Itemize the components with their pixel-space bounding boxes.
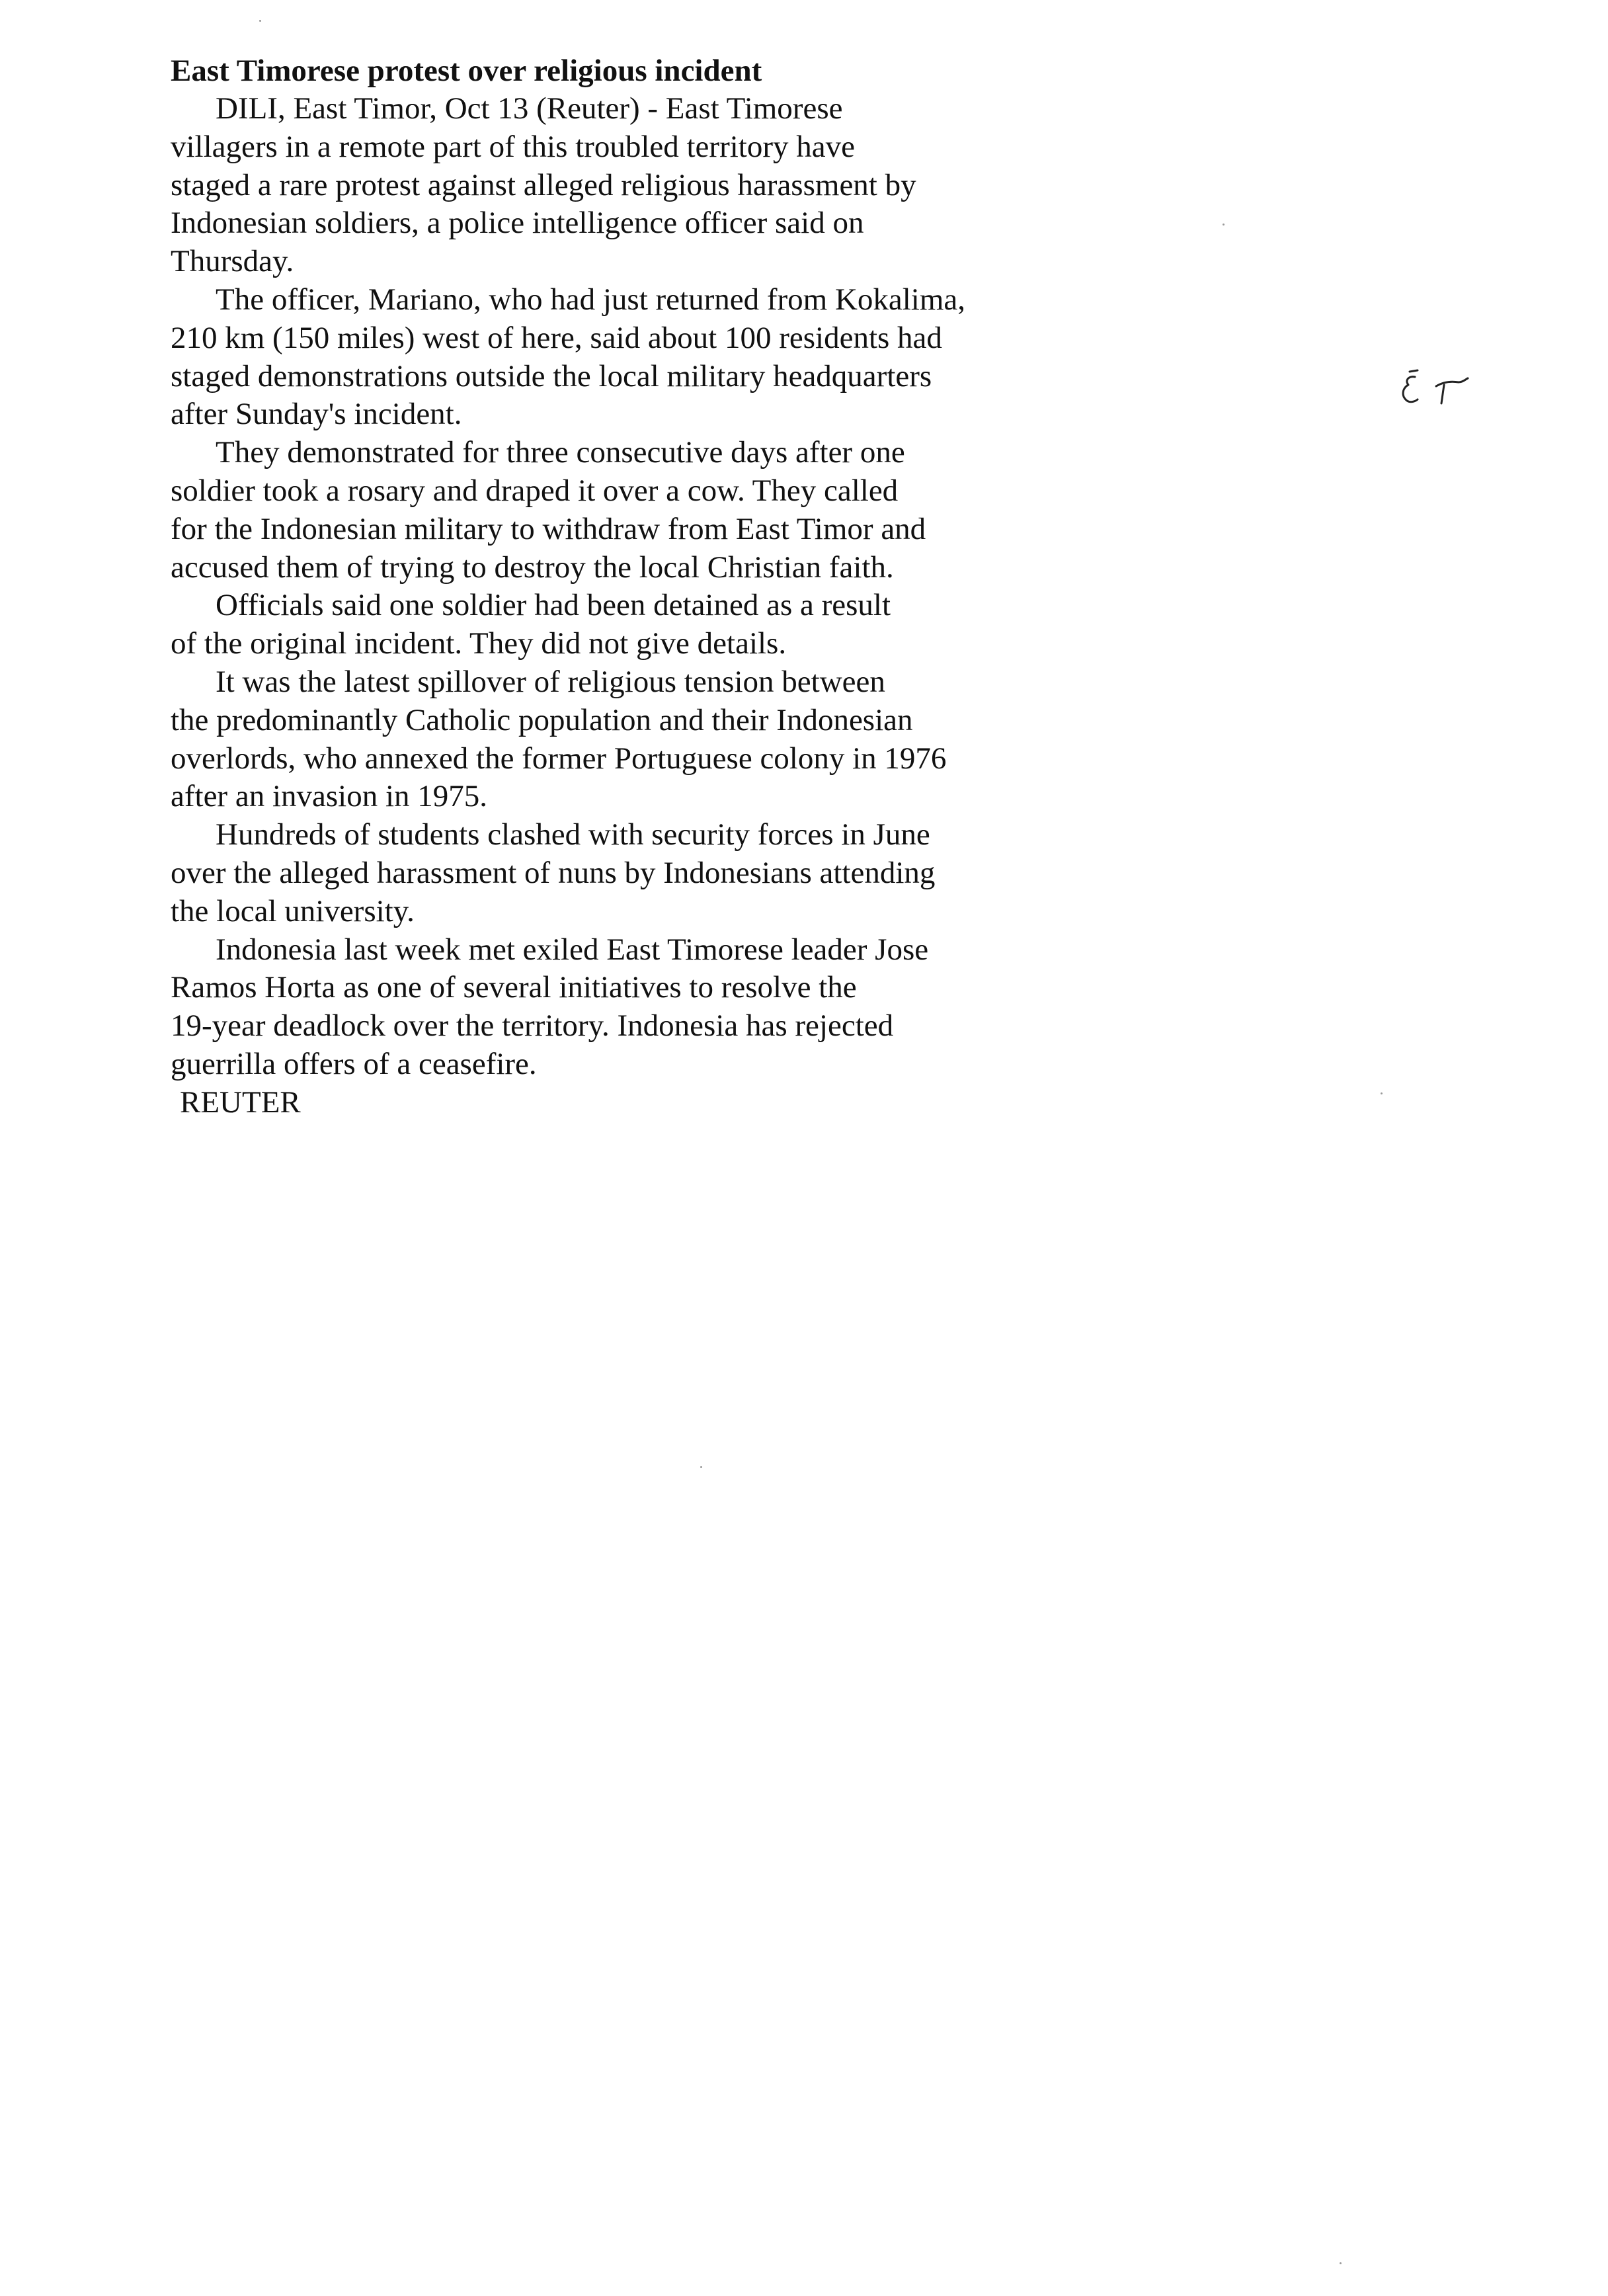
- news-article: [171, 52, 1083, 1122]
- article-line: 210 km (150 miles) west of here, said about 100 residents had: [171, 320, 942, 355]
- article-line: 19-year deadlock over the territory. Indonesia has rejected: [171, 1008, 894, 1044]
- article-line: overlords, who annexed the former Portuguese colony in 1976: [171, 741, 947, 776]
- article-paragraph: [171, 434, 1083, 587]
- article-line: soldier took a rosary and draped it over a cow. They called: [171, 473, 899, 508]
- article-line: after Sunday's incident.: [171, 397, 462, 432]
- article-line: Thursday.: [171, 244, 294, 279]
- scan-speck: [700, 1466, 702, 1468]
- article-line: Hundreds of students clashed with security forces in June: [216, 817, 930, 852]
- article-line: Officials said one soldier had been detained as a result: [216, 588, 891, 623]
- article-line: Ramos Horta as one of several initiatives to resolve the: [171, 970, 857, 1005]
- article-paragraph: [171, 663, 1083, 816]
- article-line: of the original incident. They did not give details.: [171, 626, 787, 661]
- article-line: staged demonstrations outside the local military headquarters: [171, 358, 932, 393]
- scan-speck: [259, 20, 261, 22]
- article-line: over the alleged harassment of nuns by Indonesians attending: [171, 855, 936, 890]
- scan-speck: [1340, 2262, 1342, 2264]
- article-paragraph: [171, 281, 1083, 434]
- article-line: Indonesian soldiers, a police intelligence officer said on: [171, 206, 864, 241]
- article-line: They demonstrated for three consecutive days after one: [216, 435, 905, 470]
- article-line: villagers in a remote part of this troubled territory have: [171, 129, 855, 164]
- article-headline: East Timorese protest over religious incident: [171, 54, 762, 88]
- article-paragraph: [171, 931, 1083, 1084]
- article-line: the local university.: [171, 893, 415, 928]
- scan-speck: [1381, 1092, 1383, 1094]
- article-signoff: REUTER: [180, 1085, 301, 1120]
- article-line: for the Indonesian military to withdraw from East Timor and: [171, 511, 926, 546]
- article-line: The officer, Mariano, who had just returned from Kokalima,: [216, 282, 966, 317]
- article-paragraph: [171, 587, 1083, 663]
- article-line: accused them of trying to destroy the local Christian faith.: [171, 550, 894, 585]
- article-line: DILI, East Timor, Oct 13 (Reuter) - East Timorese: [216, 91, 843, 126]
- article-line: after an invasion in 1975.: [171, 779, 488, 814]
- article-line: the predominantly Catholic population and their Indonesian: [171, 702, 913, 737]
- article-line: staged a rare protest against alleged religious harassment by: [171, 167, 916, 202]
- scan-speck: [1223, 224, 1225, 226]
- article-line: guerrilla offers of a ceasefire.: [171, 1046, 537, 1081]
- article-paragraph: [171, 90, 1083, 281]
- article-paragraph: [171, 816, 1083, 930]
- handwritten-note: [1395, 362, 1474, 415]
- article-line: It was the latest spillover of religious tension between: [216, 664, 885, 699]
- article-line: Indonesia last week met exiled East Timorese leader Jose: [216, 932, 929, 967]
